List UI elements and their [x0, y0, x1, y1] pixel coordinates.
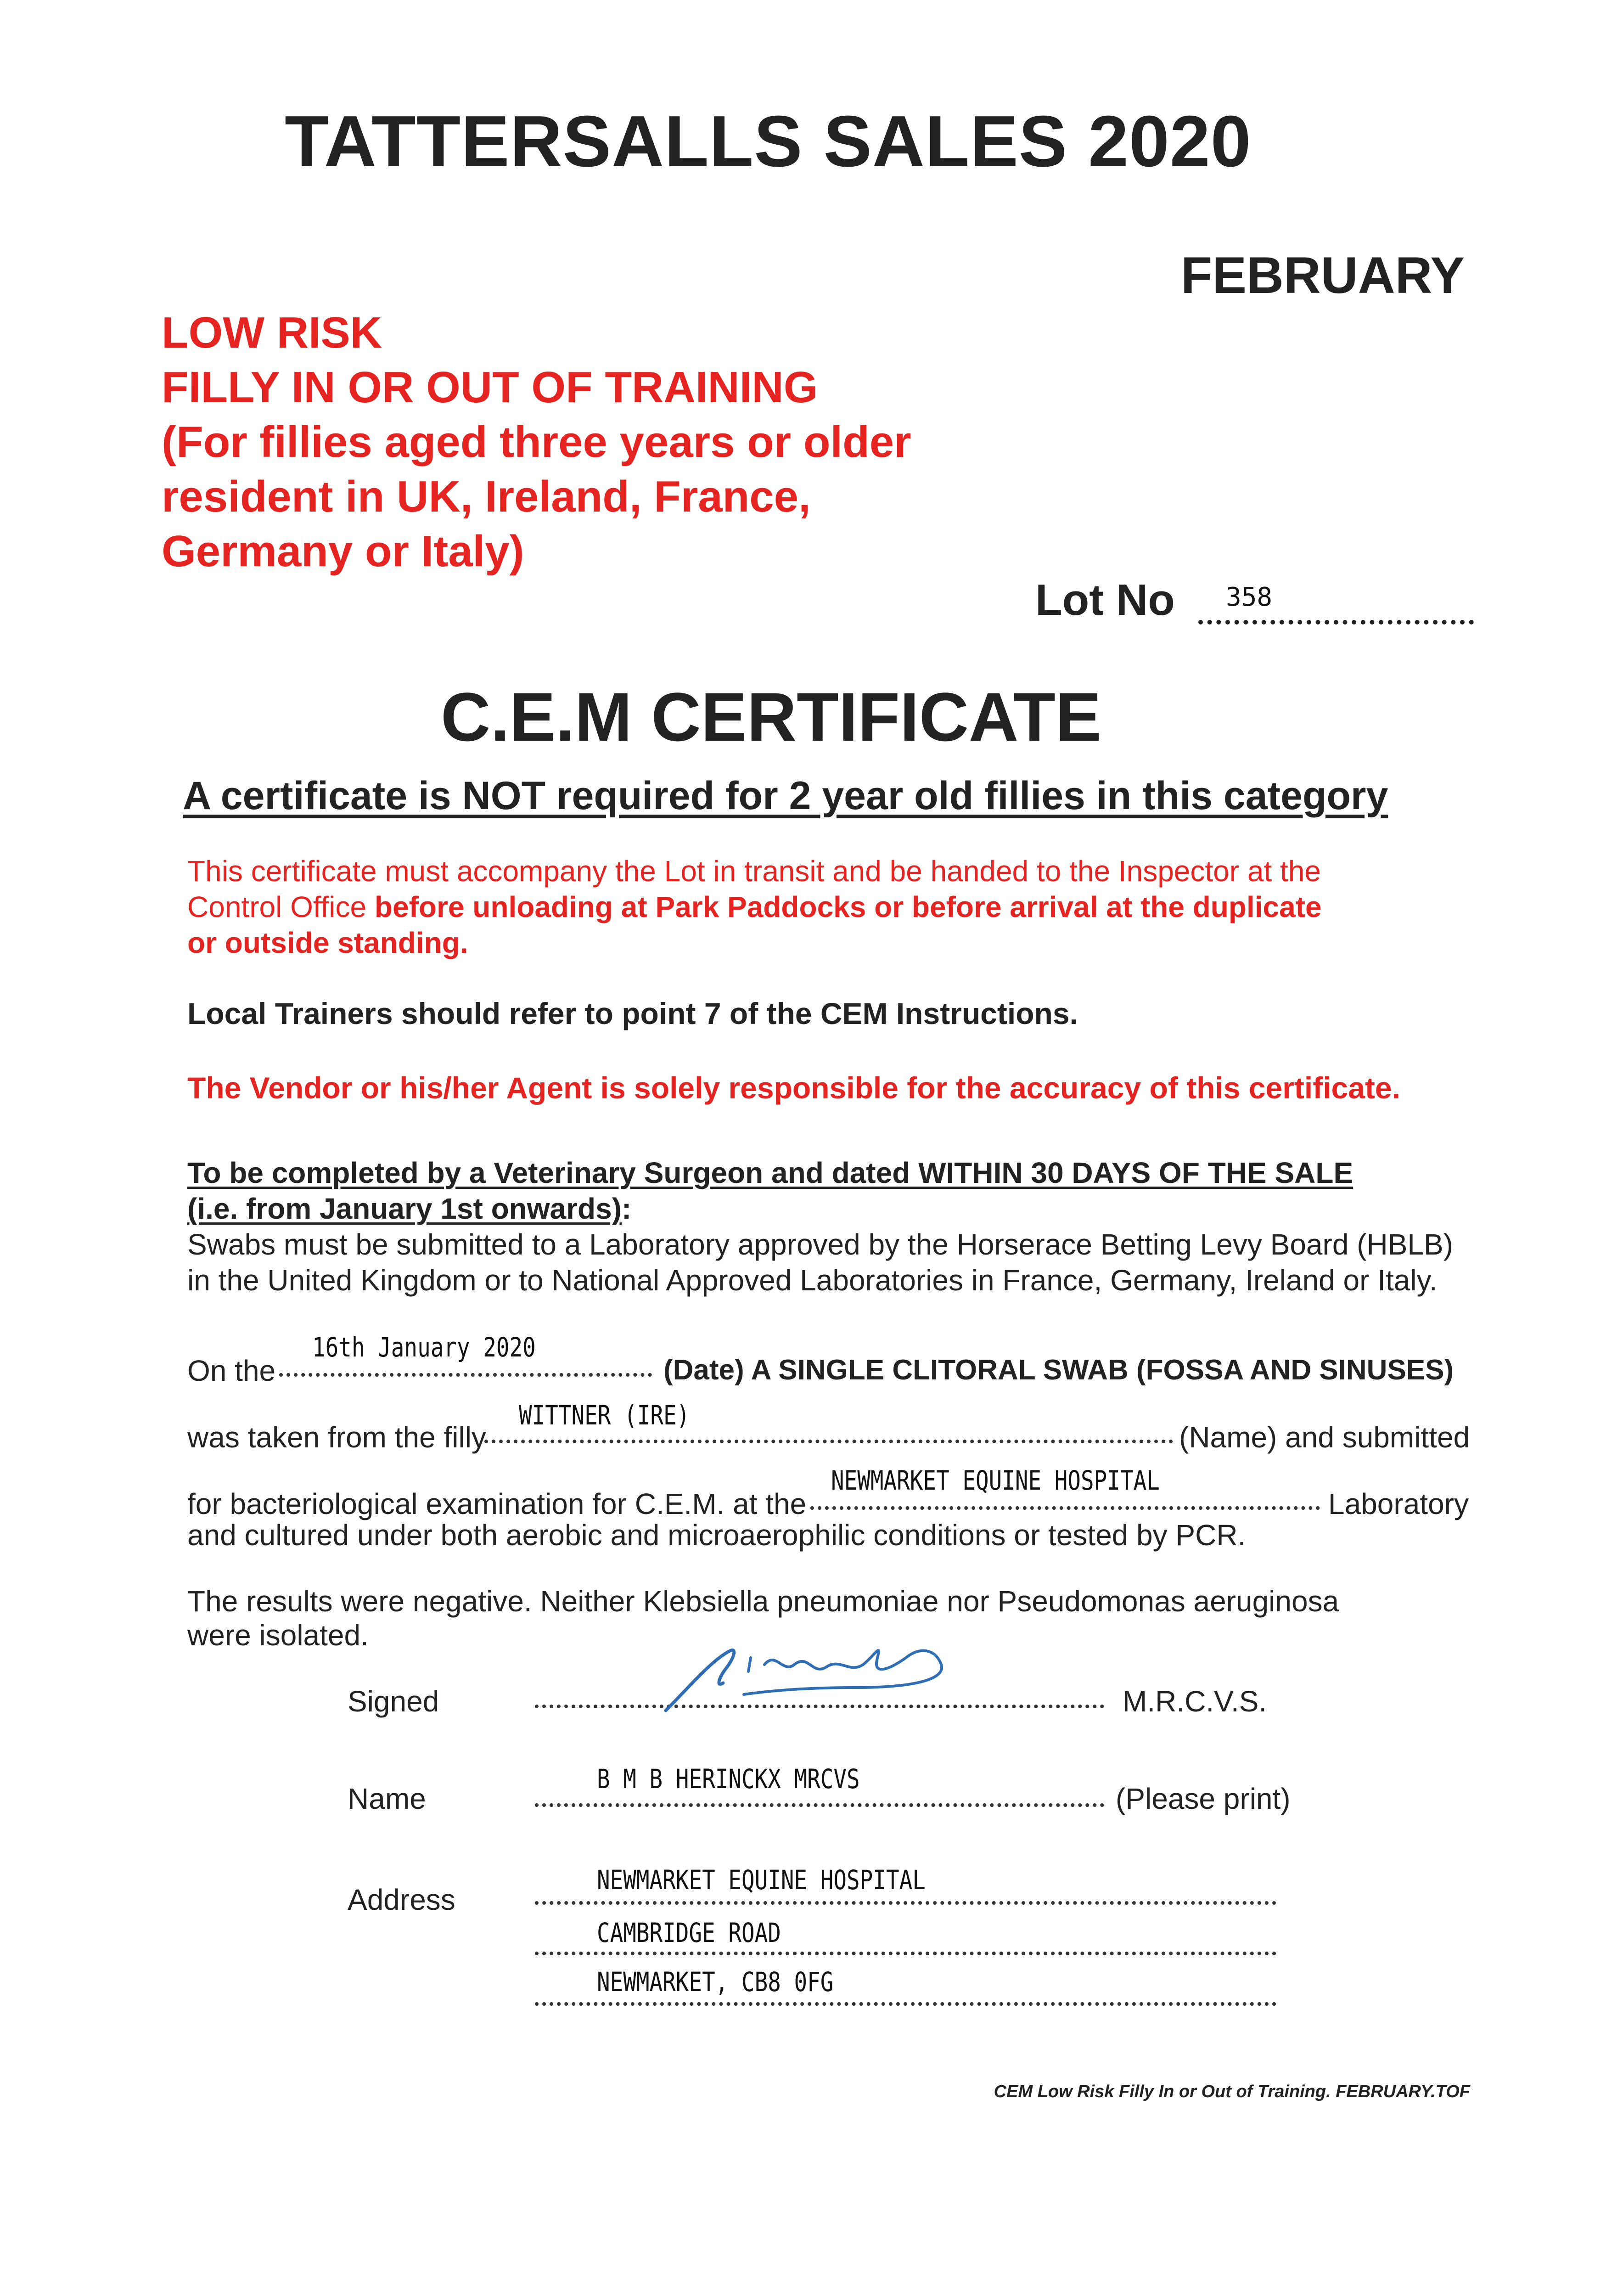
taken-from-label: was taken from the filly: [187, 1421, 486, 1454]
filly-name: WITTNER (IRE): [519, 1400, 690, 1431]
category-line: LOW RISK: [162, 308, 382, 357]
transit-bold-1: before unloading at Park Paddocks or before arrival at the duplicate: [374, 890, 1322, 923]
category-line: (For fillies aged three years or older: [162, 417, 911, 467]
lot-label: Lot No: [1035, 575, 1175, 625]
category-line: FILLY IN OR OUT OF TRAINING: [162, 363, 818, 412]
completion-line-2: [187, 1191, 1453, 1227]
sale-month: FEBRUARY: [1180, 247, 1465, 304]
signed-label: Signed: [348, 1685, 439, 1718]
lab-dotted-line: [810, 1502, 1320, 1510]
vet-signature: [661, 1632, 973, 1715]
swabs-line-2: in the United Kingdom or to National Approved Laboratories in France, Germany, Ireland or Italy.: [187, 1264, 1438, 1297]
transit-line-1: This certificate must accompany the Lot in transit and be handed to the Inspector at the: [187, 855, 1321, 888]
on-the-label: On the: [187, 1354, 276, 1387]
vendor-responsibility: The Vendor or his/her Agent is solely responsible for the accuracy of this certificate.: [187, 1071, 1400, 1105]
results-line-1: The results were negative. Neither Klebsiella pneumoniae nor Pseudomonas aeruginosa: [187, 1585, 1339, 1618]
vet-name: B M B HERINCKX MRCVS: [597, 1763, 860, 1795]
page-title: TATTERSALLS SALES 2020: [285, 101, 1252, 182]
transit-line-2: [187, 889, 1322, 925]
mrcvs-suffix: M.R.C.V.S.: [1123, 1685, 1267, 1718]
results-line-2: were isolated.: [187, 1619, 369, 1652]
certificate-title: C.E.M CERTIFICATE: [441, 678, 1101, 755]
local-trainers-note: Local Trainers should refer to point 7 of the CEM Instructions.: [187, 996, 1078, 1030]
address-line-2: CAMBRIDGE ROAD: [597, 1917, 781, 1948]
address-dotted-line-1: [535, 1896, 1276, 1905]
not-required-notice: A certificate is NOT required for 2 year old fillies in this category: [183, 774, 1388, 818]
please-print-label: (Please print): [1116, 1782, 1291, 1815]
lot-number: 358: [1226, 582, 1273, 612]
name-label: Name: [348, 1782, 426, 1815]
lab-suffix: Laboratory: [1328, 1487, 1469, 1520]
address-line-1: NEWMARKET EQUINE HOSPITAL: [597, 1864, 926, 1896]
completion-colon: :: [622, 1192, 632, 1225]
address-line-3: NEWMARKET, CB8 0FG: [597, 1966, 834, 1998]
name-dotted-line: [535, 1799, 1104, 1807]
completion-date-range: (i.e. from January 1st onwards): [187, 1192, 622, 1225]
examination-label: for bacteriological examination for C.E.M. at the: [187, 1487, 807, 1520]
date-suffix: (Date) A SINGLE CLITORAL SWAB (FOSSA AND SINUSES): [663, 1354, 1454, 1386]
date-dotted-line: [279, 1368, 652, 1377]
transit-instructions: [187, 853, 1322, 961]
transit-control-office: Control Office: [187, 890, 375, 923]
transit-bold-2: or outside standing.: [187, 926, 468, 959]
category-block: [162, 305, 911, 579]
footer-reference: CEM Low Risk Filly In or Out of Training. FEBRUARY.TOF: [994, 2082, 1470, 2101]
name-suffix: (Name) and submitted: [1179, 1421, 1470, 1454]
address-label: Address: [348, 1883, 455, 1916]
filly-dotted-line: [484, 1435, 1173, 1443]
swabs-line-1: Swabs must be submitted to a Laboratory approved by the Horserace Betting Levy Board (HBLB): [187, 1228, 1453, 1261]
completion-line-1: To be completed by a Veterinary Surgeon and dated WITHIN 30 DAYS OF THE SALE: [187, 1156, 1353, 1189]
cultured-statement: and cultured under both aerobic and microaerophilic conditions or tested by PCR.: [187, 1519, 1246, 1552]
address-dotted-line-3: [535, 1998, 1276, 2006]
date-value: 16th January 2020: [312, 1332, 536, 1363]
category-line: Germany or Italy): [162, 527, 524, 576]
category-line: resident in UK, Ireland, France,: [162, 472, 811, 521]
laboratory-name: NEWMARKET EQUINE HOSPITAL: [831, 1465, 1160, 1496]
completion-instructions: [187, 1155, 1453, 1298]
